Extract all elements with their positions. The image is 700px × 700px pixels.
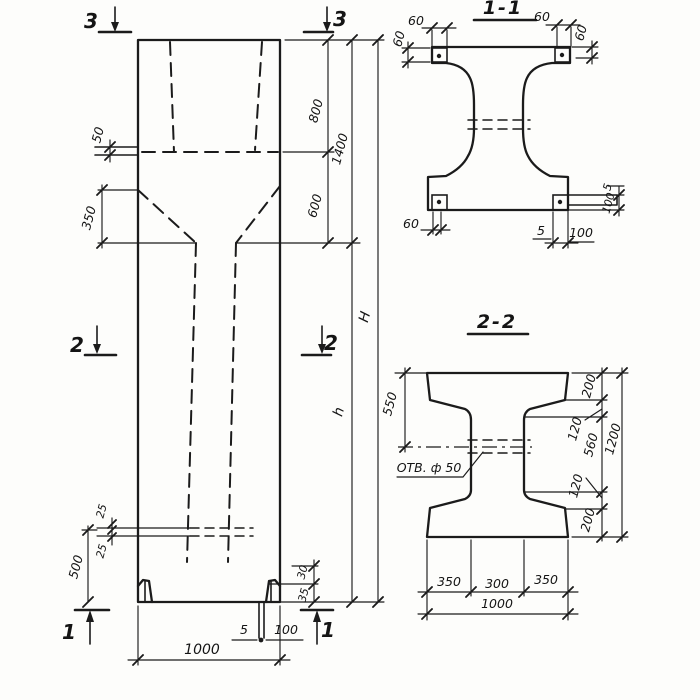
dim-300-label: 300 (485, 576, 509, 591)
dim-800-label: 800 (305, 97, 326, 125)
section-mark-2-left: 2 (70, 333, 84, 357)
dim-60-right-label: 60 (571, 23, 590, 43)
dim-5-right-label: 5 (600, 182, 615, 193)
section-2-2 (379, 311, 628, 620)
section-1-1 (389, 0, 624, 248)
dim-350-right-label: 350 (534, 572, 558, 587)
dim-100-right-label: 100 (599, 191, 618, 215)
column-hidden-lines (138, 42, 280, 562)
section-mark-1-left: 1 (62, 620, 76, 644)
dim-60-top-right-label: 60 (534, 9, 550, 24)
dim-200-top-label: 200 (578, 372, 599, 400)
dim-200-bottom-label: 200 (577, 506, 598, 534)
dim-60-bottom-left-label: 60 (403, 216, 419, 231)
dim-30-label: 30 (294, 563, 311, 581)
dim-1000-bottom-label: 1000 (481, 596, 513, 611)
dim-25-bottom-label: 25 (93, 542, 110, 560)
dim-120-bottom-label: 120 (565, 472, 586, 500)
dim-560-label: 560 (580, 431, 601, 459)
dim-120-top-label: 120 (564, 415, 585, 443)
section-1-1-title: 1-1 (482, 0, 524, 19)
section-mark-3-left: 3 (84, 9, 98, 33)
dim-1200-label: 1200 (601, 421, 625, 457)
section-mark-2-right: 2 (324, 331, 338, 355)
section-mark-3-right: 3 (333, 7, 347, 31)
dim-h-label: h (330, 405, 349, 419)
dim-60-left-label: 60 (389, 29, 408, 49)
dim-100-label: 100 (274, 622, 298, 637)
dim-35-label: 35 (295, 586, 312, 604)
dim-550-label: 550 (379, 390, 400, 418)
dim-500-label: 500 (65, 553, 86, 581)
section-mark-1-right: 1 (321, 618, 335, 642)
section-2-2-outline (427, 373, 568, 537)
dim-5-label: 5 (240, 622, 248, 637)
dim-600-label: 600 (304, 192, 325, 220)
dim-5-bottom-label: 5 (537, 223, 545, 238)
dim-H-label: H (356, 309, 375, 325)
section-2-2-dimension-lines (395, 368, 628, 620)
dim-50-label: 50 (88, 125, 107, 145)
hole-callout-label: ОТВ. ф 50 (396, 460, 462, 475)
dim-25-top-label: 25 (93, 502, 110, 520)
section-2-2-title: 2-2 (476, 311, 518, 333)
embedded-plates (432, 48, 617, 210)
dim-350-left-label: 350 (437, 574, 461, 589)
dim-100-bottom-label: 100 (569, 225, 593, 240)
dim-1000-label: 1000 (184, 642, 220, 658)
dim-60-top-left-label: 60 (408, 13, 424, 28)
column-outline (138, 40, 280, 602)
section-1-1-dimension-ticks (403, 20, 624, 248)
section-2-2-dimension-ticks (400, 368, 627, 619)
dim-350-label: 350 (78, 204, 99, 232)
dim-1400-label: 1400 (328, 131, 352, 167)
